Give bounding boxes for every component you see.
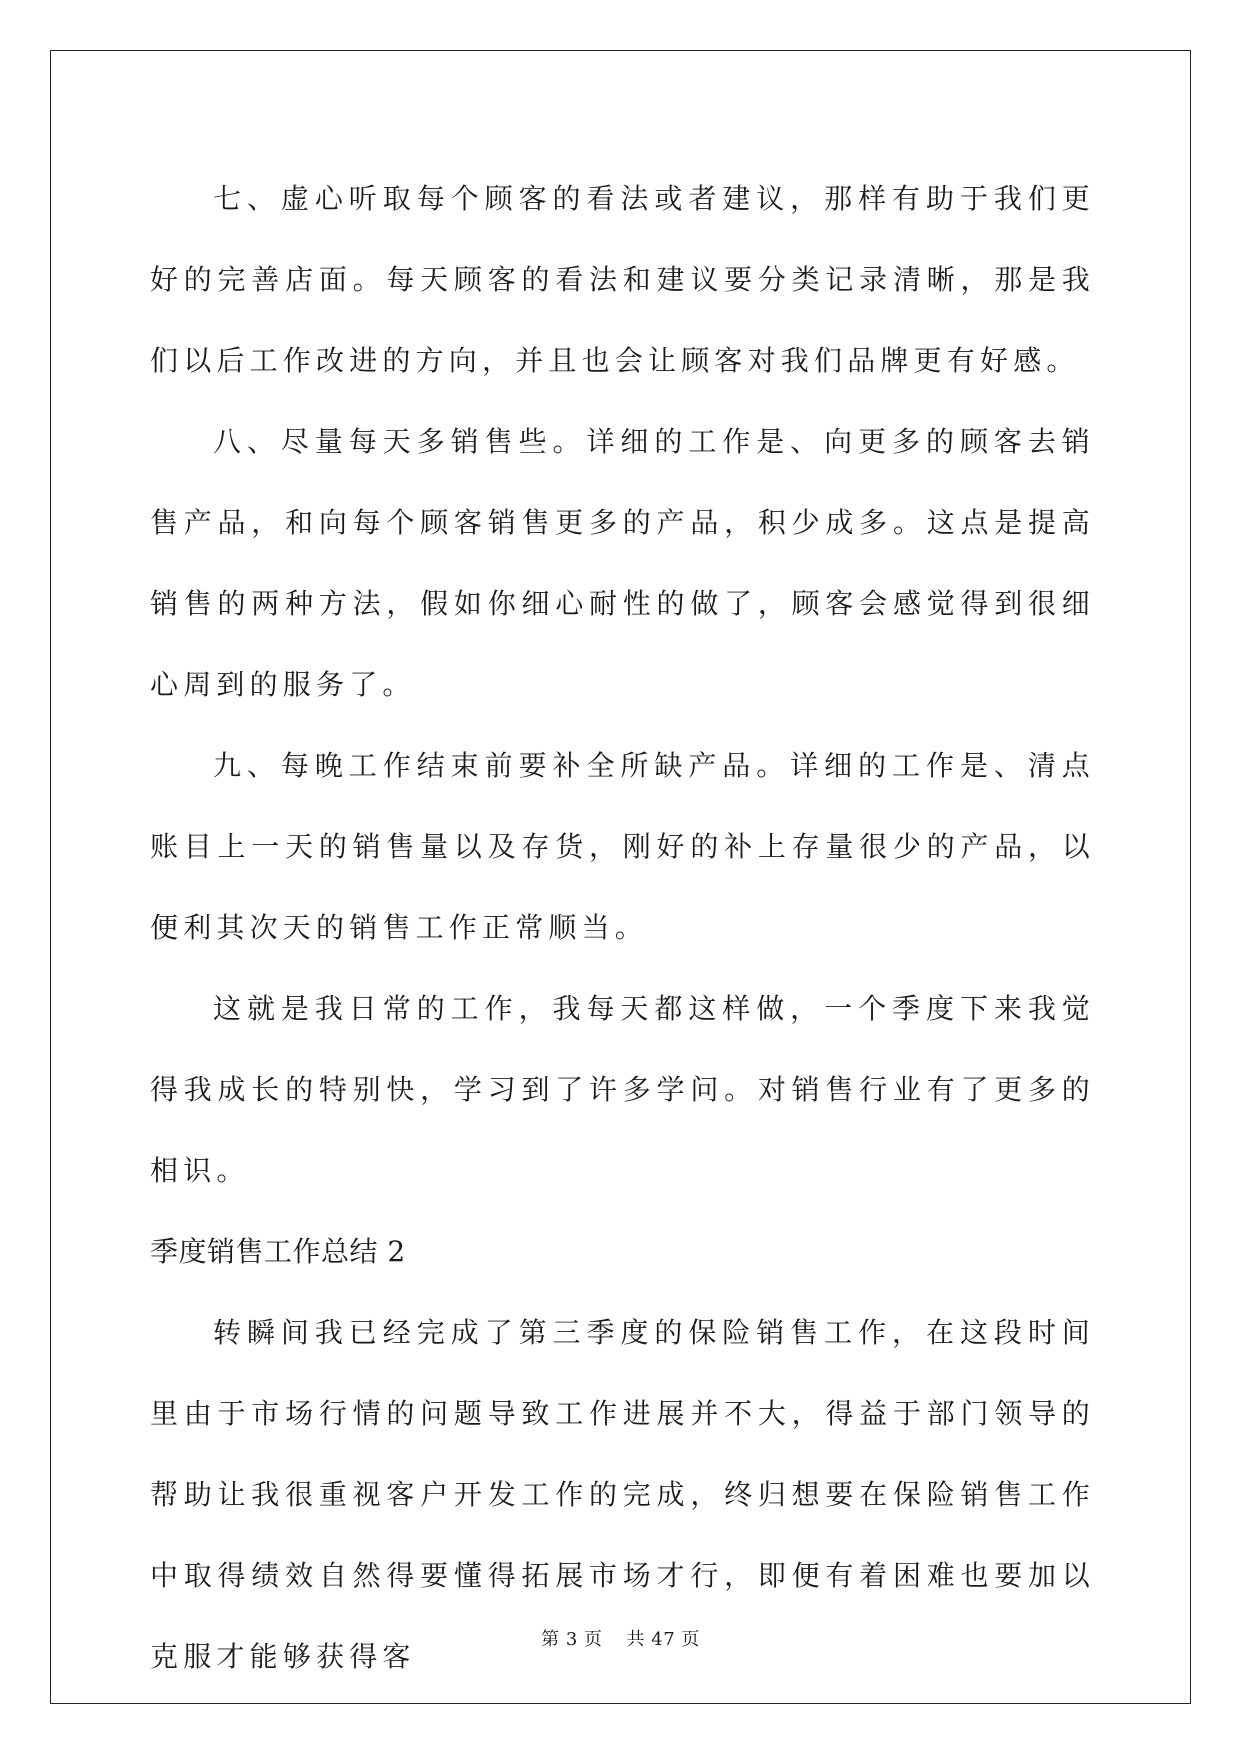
paragraph-summary: 这就是我日常的工作，我每天都这样做，一个季度下来我觉得我成长的特别快，学习到了许多学问。对销售行业有了更多的相识。 [150, 992, 1095, 1187]
page-number: 第 3 页 [541, 1629, 603, 1650]
section-paragraph: 转瞬间我已经完成了第三季度的保险销售工作，在这段时间里由于市场行情的问题导致工作进展并不大，得益于部门领导的帮助让我很重视客户开发工作的完成，终归想要在保险销售工作中取得绩效自然得要懂得拓展市场才行，即便有着困难也要加以克服才能够获得客 [150, 1316, 1095, 1673]
paragraph-7: 七、虚心听取每个顾客的看法或者建议，那样有助于我们更好的完善店面。每天顾客的看法和建议要分类记录清晰，那是我们以后工作改进的方向，并且也会让顾客对我们品牌更有好感。 [150, 182, 1095, 377]
page-total: 共 47 页 [626, 1629, 700, 1650]
page-footer [0, 1628, 1241, 1652]
document-body [150, 158, 1095, 1697]
section-title: 季度销售工作总结 2 [150, 1235, 406, 1268]
paragraph-8: 八、尽量每天多销售些。详细的工作是、向更多的顾客去销售产品，和向每个顾客销售更多的产品，积少成多。这点是提高销售的两种方法，假如你细心耐性的做了，顾客会感觉得到很细心周到的服务了。 [150, 425, 1095, 701]
paragraph-9: 九、每晚工作结束前要补全所缺产品。详细的工作是、清点账目上一天的销售量以及存货，刚好的补上存量很少的产品，以便利其次天的销售工作正常顺当。 [150, 749, 1095, 944]
